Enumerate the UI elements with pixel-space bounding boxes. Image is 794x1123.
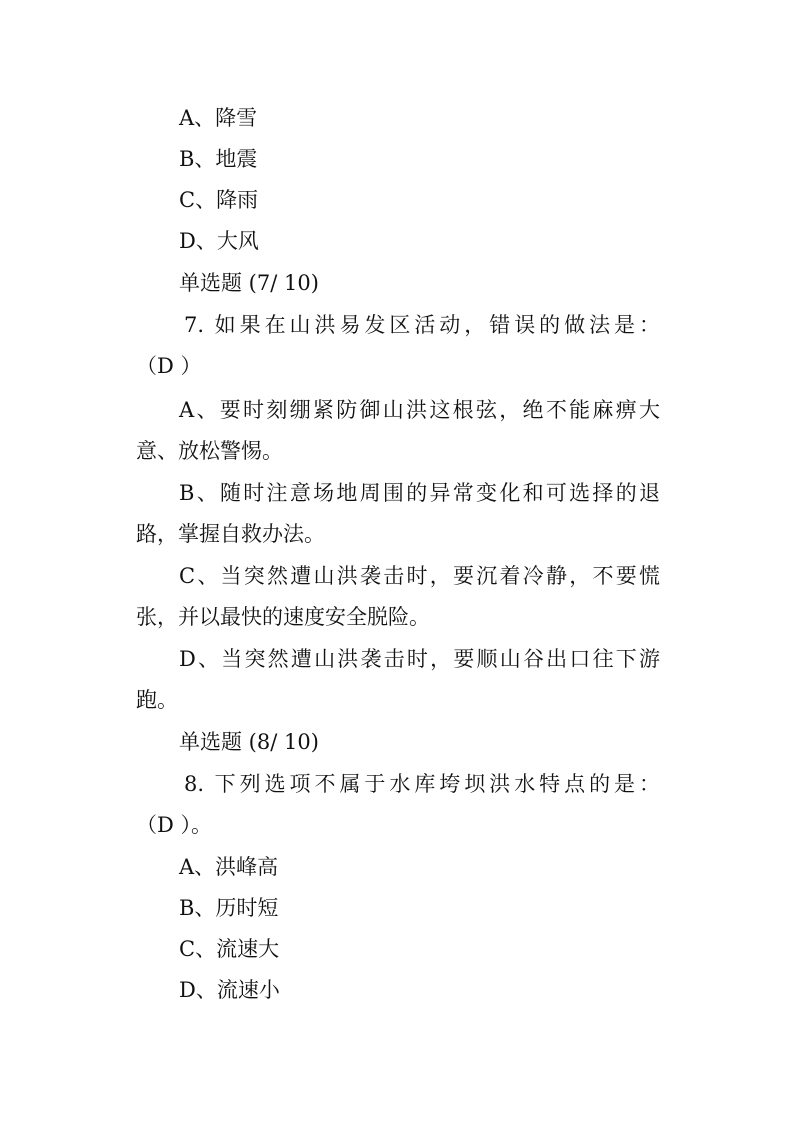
q7-option-d-line2: 跑。: [136, 688, 178, 712]
q8-answer: （D ）。: [136, 813, 213, 837]
q8-option-b: B、历时短: [179, 896, 279, 920]
q8-option-d: D、流速小: [179, 978, 280, 1002]
q6-option-a: A、降雪: [179, 106, 258, 130]
q7-option-b-line1: B、随时注意场地周围的异常变化和可选择的退: [179, 481, 660, 505]
q7-option-c-line2: 张，并以最快的速度安全脱险。: [136, 605, 430, 629]
q7-option-a-line1: A、要时刻绷紧防御山洪这根弦，绝不能麻痹大: [179, 398, 660, 422]
q8-stem: 8. 下列选项不属于水库垮坝洪水特点的是：: [184, 772, 660, 796]
q7-option-c-line1: C、当突然遭山洪袭击时，要沉着冷静，不要慌: [179, 564, 660, 588]
q7-option-a-line2: 意、放松警惕。: [136, 439, 283, 463]
q6-option-b: B、地震: [179, 147, 258, 171]
q8-header: 单选题 (8/ 10): [179, 730, 319, 754]
q7-header: 单选题 (7/ 10): [179, 271, 319, 295]
q8-option-c: C、流速大: [179, 937, 280, 961]
q7-option-b-line2: 路，掌握自救办法。: [136, 522, 325, 546]
q8-option-a: A、洪峰高: [179, 855, 279, 879]
q6-option-d: D、大风: [179, 229, 259, 253]
q7-stem: 7. 如果在山洪易发区活动，错误的做法是：: [184, 313, 660, 337]
q7-option-d-line1: D、当突然遭山洪袭击时，要顺山谷出口往下游: [179, 647, 660, 671]
q6-option-c: C、降雨: [179, 188, 259, 212]
q7-answer: （D ）: [136, 354, 202, 378]
